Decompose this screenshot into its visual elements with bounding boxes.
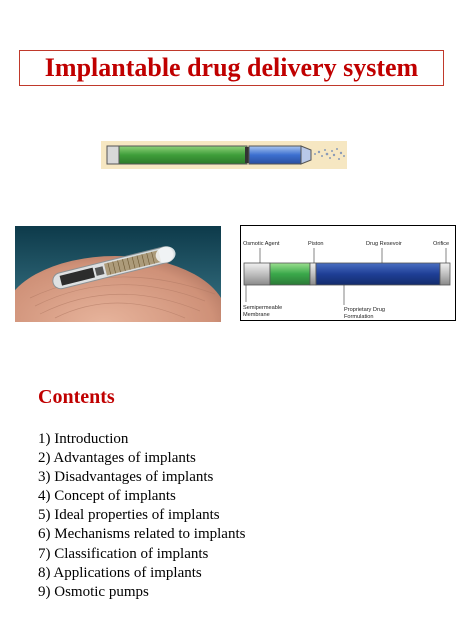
contents-list bbox=[38, 430, 245, 602]
title-box bbox=[19, 50, 444, 86]
finger-implant-photo bbox=[15, 226, 221, 322]
list-item: 7) Classification of implants bbox=[38, 545, 209, 562]
label-drug-reservoir: Drug Resevoir bbox=[366, 241, 402, 247]
implant-cylinder-image bbox=[101, 141, 347, 169]
list-item: 8) Applications of implants bbox=[38, 564, 202, 581]
list-item: 9) Osmotic pumps bbox=[38, 583, 149, 600]
label-orifice: Orifice bbox=[433, 241, 450, 247]
list-item: 6) Mechanisms related to implants bbox=[38, 526, 246, 543]
contents-heading: Contents bbox=[38, 386, 115, 408]
list-item: 5) Ideal properties of implants bbox=[38, 507, 220, 524]
label-membrane-1: Semipermeable bbox=[243, 305, 283, 311]
list-item: 2) Advantages of implants bbox=[38, 450, 196, 467]
label-formulation-1: Proprietary Drug bbox=[344, 307, 386, 313]
osmotic-pump-diagram bbox=[240, 225, 456, 321]
page-title: Implantable drug delivery system bbox=[44, 53, 419, 82]
list-item: 3) Disadvantages of implants bbox=[38, 469, 214, 486]
label-osmotic-agent: Osmotic Agent bbox=[243, 241, 280, 247]
label-piston: Piston bbox=[308, 241, 324, 247]
label-formulation-2: Formulation bbox=[344, 314, 374, 320]
list-item: 4) Concept of implants bbox=[38, 488, 176, 505]
list-item: 1) Introduction bbox=[38, 431, 129, 447]
label-membrane-2: Membrane bbox=[243, 312, 270, 318]
